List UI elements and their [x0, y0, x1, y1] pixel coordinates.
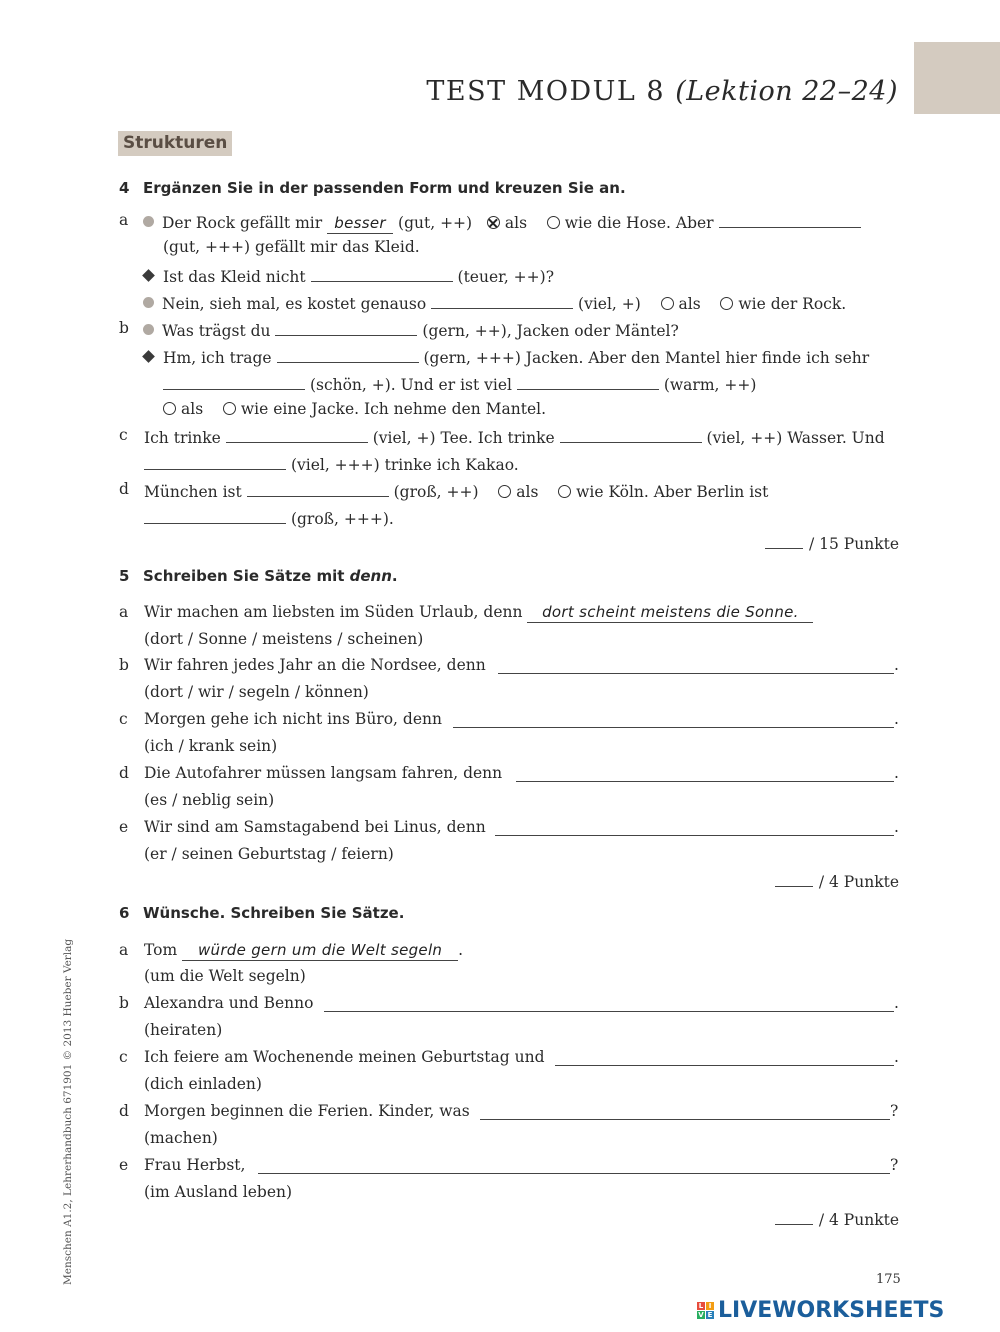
- item-label: a: [119, 603, 129, 621]
- answer-line[interactable]: [324, 1010, 894, 1012]
- ex5-c-line: Morgen gehe ich nicht ins Büro, denn: [144, 710, 442, 728]
- item-label: e: [119, 818, 129, 836]
- end-punct: .: [894, 1048, 899, 1066]
- answer-field[interactable]: [719, 210, 861, 228]
- answer-line[interactable]: [516, 780, 894, 782]
- answer-line[interactable]: [480, 1118, 890, 1120]
- ex5-d-hint: (es / neblig sein): [144, 791, 275, 809]
- exercise-6-heading: 6 Wünsche. Schreiben Sie Sätze.: [119, 904, 405, 922]
- ex4-a-line4: Nein, sieh mal, es kostet genauso (viel, +) als wie der Rock.: [143, 291, 846, 314]
- end-punct: .: [894, 656, 899, 674]
- ex6-a-line: Tom würde gern um die Welt segeln .: [144, 941, 464, 959]
- ex5-b-hint: (dort / wir / segeln / können): [144, 683, 369, 701]
- end-punct: .: [894, 764, 899, 782]
- ex4-b-line1: Was trägst du (gern, ++), Jacken oder Mäntel?: [143, 318, 679, 341]
- radio-icon[interactable]: [558, 485, 571, 498]
- item-label: d: [119, 1102, 129, 1120]
- ex4-points: / 15 Punkte: [765, 532, 899, 553]
- speaker-diamond-icon: [142, 350, 155, 363]
- radio-icon[interactable]: [720, 297, 733, 310]
- speaker-diamond-icon: [142, 269, 155, 282]
- ex6-points: / 4 Punkte: [775, 1208, 899, 1229]
- radio-icon[interactable]: [547, 216, 560, 229]
- item-label: c: [119, 710, 128, 728]
- item-label: a: [119, 941, 129, 959]
- ex5-d-line: Die Autofahrer müssen langsam fahren, denn: [144, 764, 503, 782]
- checked-radio-icon[interactable]: [487, 216, 500, 229]
- ex6-c-line: Ich feiere am Wochenende meinen Geburtstag und: [144, 1048, 545, 1066]
- answer-field[interactable]: [144, 506, 286, 524]
- ex4-a-line2: (gut, +++) gefällt mir das Kleid.: [163, 238, 420, 256]
- answer-field[interactable]: [560, 425, 702, 443]
- speaker-dot-icon: [143, 297, 154, 308]
- speaker-dot-icon: [143, 324, 154, 335]
- ex5-points: / 4 Punkte: [775, 870, 899, 891]
- radio-icon[interactable]: [661, 297, 674, 310]
- ex4-b-line3: (schön, +). Und er ist viel (warm, ++): [163, 372, 756, 395]
- end-punct: .: [894, 710, 899, 728]
- ex5-e-line: Wir sind am Samstagabend bei Linus, denn: [144, 818, 486, 836]
- ex6-b-line: Alexandra und Benno: [144, 994, 314, 1012]
- speaker-dot-icon: [143, 216, 154, 227]
- ex6-e-hint: (im Ausland leben): [144, 1183, 293, 1201]
- score-field[interactable]: [775, 1208, 813, 1225]
- answer-field[interactable]: besser: [327, 214, 393, 234]
- answer-field[interactable]: dort scheint meistens die Sonne.: [527, 603, 813, 623]
- end-punct: ?: [890, 1156, 899, 1174]
- score-field[interactable]: [765, 532, 803, 549]
- ex5-a-line: Wir machen am liebsten im Süden Urlaub, denn dort scheint meistens die Sonne.: [144, 602, 813, 623]
- ex4-c-line1: Ich trinke (viel, +) Tee. Ich trinke (viel, ++) Wasser. Und: [144, 425, 885, 448]
- answer-field[interactable]: [275, 318, 417, 336]
- answer-field[interactable]: [517, 372, 659, 390]
- ex6-b-hint: (heiraten): [144, 1021, 223, 1039]
- liveworksheets-logo[interactable]: [697, 1298, 944, 1323]
- answer-field[interactable]: [247, 479, 389, 497]
- section-label: Strukturen: [118, 131, 232, 156]
- logo-icon: L I V E: [698, 1302, 713, 1319]
- ex5-e-hint: (er / seinen Geburtstag / feiern): [144, 845, 394, 863]
- page-title: TEST MODUL 8 (Lektion 22–24): [426, 76, 898, 107]
- exercise-4-heading: 4 Ergänzen Sie in der passenden Form und kreuzen Sie an.: [119, 179, 626, 197]
- item-label: e: [119, 1156, 129, 1174]
- copyright-note: Menschen A1.2, Lehrerhandbuch 671901 © 2013 Hueber Verlag: [62, 938, 74, 1285]
- corner-tab: [914, 42, 1000, 114]
- answer-field[interactable]: würde gern um die Welt segeln: [182, 941, 458, 961]
- item-label: b: [119, 319, 129, 337]
- item-label: b: [119, 994, 129, 1012]
- item-label: a: [119, 211, 129, 229]
- item-label: b: [119, 656, 129, 674]
- ex5-b-line: Wir fahren jedes Jahr an die Nordsee, denn: [144, 656, 486, 674]
- answer-field[interactable]: [431, 291, 573, 309]
- exercise-5-heading: 5 Schreiben Sie Sätze mit denn.: [119, 567, 398, 585]
- radio-icon[interactable]: [498, 485, 511, 498]
- item-label: d: [119, 480, 129, 498]
- item-label: c: [119, 1048, 128, 1066]
- ex4-c-line2: (viel, +++) trinke ich Kakao.: [144, 452, 519, 475]
- answer-line[interactable]: [555, 1064, 894, 1066]
- answer-line[interactable]: [258, 1172, 890, 1174]
- end-punct: .: [894, 994, 899, 1012]
- ex4-a-line1: Der Rock gefällt mir besser (gut, ++) als wie die Hose. Aber: [143, 210, 861, 234]
- end-punct: .: [894, 818, 899, 836]
- ex4-d-line1: München ist (groß, ++) als wie Köln. Aber Berlin ist: [144, 479, 768, 502]
- item-label: c: [119, 426, 128, 444]
- item-label: d: [119, 764, 129, 782]
- ex4-b-line2: Hm, ich trage (gern, +++) Jacken. Aber den Mantel hier finde ich sehr: [143, 345, 869, 368]
- answer-field[interactable]: [163, 372, 305, 390]
- answer-field[interactable]: [277, 345, 419, 363]
- answer-line[interactable]: [495, 834, 894, 836]
- ex4-b-line4: als wie eine Jacke. Ich nehme den Mantel.: [163, 399, 546, 419]
- end-punct: ?: [890, 1102, 899, 1120]
- score-field[interactable]: [775, 870, 813, 887]
- ex6-d-line: Morgen beginnen die Ferien. Kinder, was: [144, 1102, 470, 1120]
- ex5-c-hint: (ich / krank sein): [144, 737, 278, 755]
- ex6-c-hint: (dich einladen): [144, 1075, 262, 1093]
- answer-field[interactable]: [311, 264, 453, 282]
- radio-icon[interactable]: [223, 402, 236, 415]
- ex5-a-hint: (dort / Sonne / meistens / scheinen): [144, 630, 424, 648]
- ex6-a-hint: (um die Welt segeln): [144, 967, 306, 985]
- ex6-e-line: Frau Herbst,: [144, 1156, 246, 1174]
- answer-field[interactable]: [226, 425, 368, 443]
- ex4-a-line3: Ist das Kleid nicht (teuer, ++)?: [143, 264, 554, 287]
- logo-text: LIVEWORKSHEETS: [718, 1298, 945, 1323]
- ex4-d-line2: (groß, +++).: [144, 506, 394, 529]
- answer-line[interactable]: [498, 672, 894, 674]
- radio-icon[interactable]: [163, 402, 176, 415]
- ex6-d-hint: (machen): [144, 1129, 218, 1147]
- page-number: 175: [876, 1272, 901, 1287]
- answer-line[interactable]: [453, 726, 894, 728]
- answer-field[interactable]: [144, 452, 286, 470]
